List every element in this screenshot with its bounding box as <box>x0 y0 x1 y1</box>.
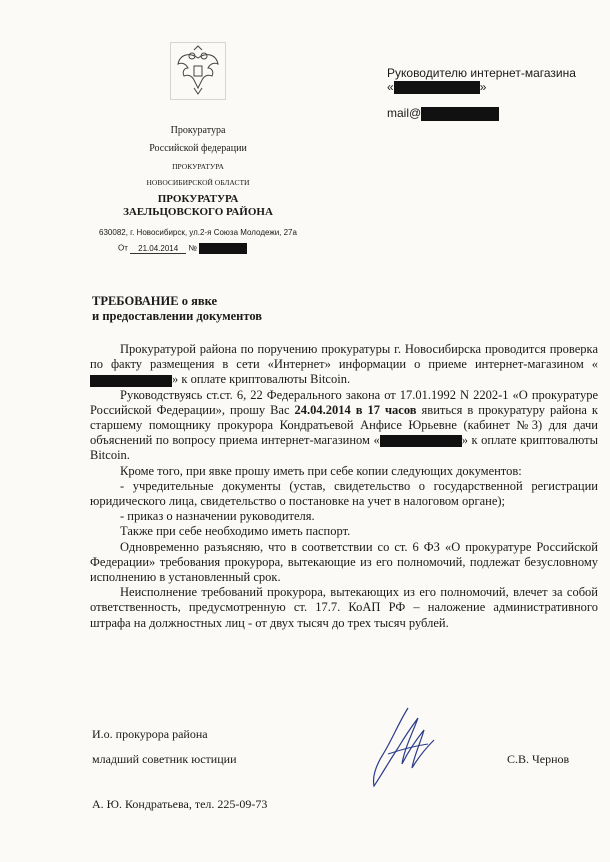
signer-position-2: младший советник юстиции <box>92 752 237 766</box>
title-rest: о явке <box>178 294 218 308</box>
quote-close: » <box>479 80 487 94</box>
number-prefix: № <box>188 243 197 253</box>
title-line-2: и предоставлении документов <box>92 309 263 323</box>
letterhead-line-1: Прокуратура <box>170 125 226 136</box>
letterhead-line-5: ПРОКУРАТУРА <box>157 193 239 205</box>
paragraph-3: Кроме того, при явке прошу иметь при себе копии следующих документов: <box>120 463 522 478</box>
redaction-bar <box>90 375 172 387</box>
email-prefix: mail@ <box>387 106 422 121</box>
paragraph-4: - учредительные документы (устав, свидетельство о государственной регистрации юридического лица, свидетельство о постановке на учет в налоговом органе); <box>90 478 598 509</box>
signer-position-1: И.о. прокурора района <box>92 727 208 741</box>
quote-open: « <box>387 80 394 94</box>
addressee-line-1: Руководителю интернет-магазина <box>387 66 576 80</box>
paragraph-8: Неисполнение требований прокурора, вытекающих из его полномочий, влечет за собой ответственность, предусмотренную ст. 17.7. КоАП РФ – наложение административного штрафа на должностных лиц - от двух тысяч до трех тысяч рублей. <box>90 585 598 630</box>
paragraph-2: Руководствуясь ст.ст. 6, 22 Федерального закона от 17.01.1992 N 2202-1 «О прокуратуре Российской Федерации», прошу Вас 24.04.2014 в 17 часов явиться в прокуратуру района к старшему помощнику прокурора Кондратьевой Анфисе Юрьевне (кабинет №3) для дачи объяснений по вопросу приема интернет-магазином « » к оплате криптовалюты Bitcoin. <box>90 387 599 463</box>
handwritten-signature <box>368 704 448 790</box>
title-bold: ТРЕБОВАНИЕ <box>92 294 179 308</box>
date-line <box>118 243 247 254</box>
letterhead-address: 630082, г. Новосибирск, ул.2-я Союза Молодежи, 27а <box>99 228 297 237</box>
document-body <box>90 342 598 631</box>
redaction-bar <box>394 81 480 94</box>
paragraph-5: - приказ о назначении руководителя. <box>120 509 315 524</box>
redaction-bar <box>421 107 499 121</box>
signer-name: С.В. Чернов <box>507 752 570 766</box>
letterhead-line-3: ПРОКУРАТУРА <box>172 162 224 171</box>
date-value: 21.04.2014 <box>130 244 186 254</box>
paragraph-1: Прокуратурой района по поручению прокуратуры г. Новосибирска проводится проверка по факту размещения в сети «Интернет» информации о приеме интернет-магазином «» к оплате криптовалюты Bitcoin. <box>90 342 598 387</box>
paragraph-7: Одновременно разъясняю, что в соответствии со ст. 6 ФЗ «О прокуратуре Российской Федерации» требования прокурора, вытекающие из его полномочий, подлежат безусловному исполнению в установленный срок. <box>90 539 598 585</box>
letterhead-line-2: Российской федерации <box>149 143 247 154</box>
redaction-bar <box>199 243 247 254</box>
redaction-bar <box>380 435 462 447</box>
letterhead-line-6: ЗАЕЛЬЦОВСКОГО РАЙОНА <box>123 206 273 218</box>
document-title <box>92 294 262 324</box>
addressee-block <box>387 66 576 121</box>
russian-coat-of-arms-icon <box>170 42 226 100</box>
addressee-line-2 <box>387 80 576 94</box>
paragraph-6: Также при себе необходимо иметь паспорт. <box>120 524 351 539</box>
addressee-email <box>387 106 576 121</box>
date-prefix: От <box>118 243 128 253</box>
letterhead-line-4: НОВОСИБИРСКОЙ ОБЛАСТИ <box>146 178 250 187</box>
contact-footer: А. Ю. Кондратьева, тел. 225-09-73 <box>92 797 268 811</box>
